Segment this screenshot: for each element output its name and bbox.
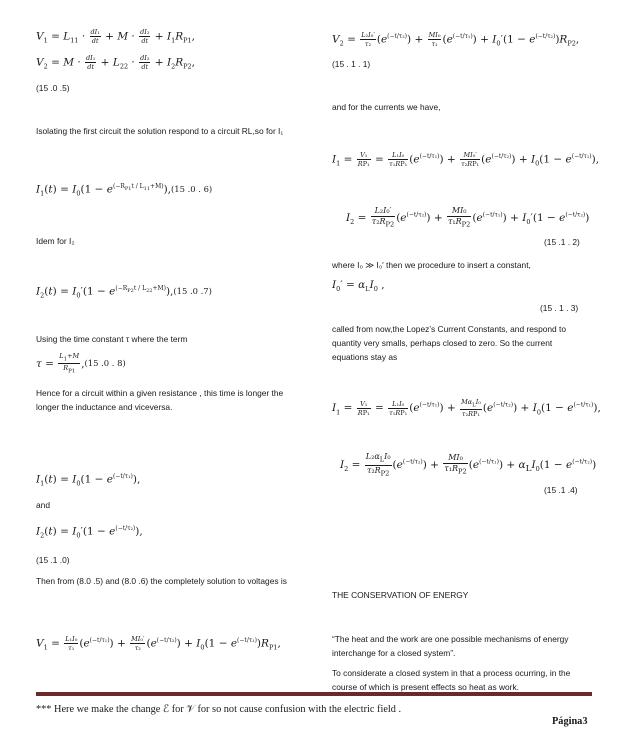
label-15-0-6: (15 .0 . 6)	[171, 183, 213, 194]
equation-i1-alpha: $I_1$ = $\frac{\text{V₁}}{\text{RP₁}}$ = $\frac{\text{L₁I₀}}{\text{τ₁RP₁}}$ $(e^{(-t/\tau_1)})$ + $\frac{M\alpha_LI_0}{\text{τ₂RP₁}}$ $(e^{(-t/\tau_2)}) + I_0(1 - e^{(-t/\tau_1)})$,	[332, 398, 601, 419]
paragraph-called: called from now,the Lopez’s Current Constants, and respond to quantity very smalls, perhaps closed to zero. So the current equations stay as	[332, 324, 567, 362]
equation-i1: $I_1(t) = I_0(1 - e^{(-R_{P1}t / L_{11}+M)}),(15$ .0 . 6)	[36, 183, 213, 198]
footer-rule	[36, 692, 592, 696]
equation-v2: $V_2 = M$ · $\frac{\text{dI₁}}{dt}$ + $L_{22}$ · $\frac{\text{dI₂}}{dt}$ + $I_2R_{P2}$,	[36, 54, 195, 71]
page-number: Página3	[552, 716, 588, 727]
label-15-0-8: (15 .0 . 8)	[84, 357, 126, 368]
paragraph-time-constant: Using the time constant τ where the term	[36, 334, 188, 344]
footnote: *** Here we make the change ℰ for 𝒱 for so not cause confusion with the electric field .	[36, 704, 402, 715]
label-15-1-1: (15 . 1 . 1)	[332, 59, 371, 69]
equation-constant: $I_0' = \alpha_LI_0$ ,	[332, 279, 385, 294]
equation-i1-full: $I_1$ = $\frac{\text{V₁}}{\text{RP₁}}$ = $\frac{\text{L₁I₀}}{\text{τ₁RP₁}}$ $(e^{(-t/\tau_1)})$ + $\frac{\text{MI₀′}}{\text{τ₂RP₁}}$ $(e^{(-t/\tau_2)}) + I_0(1 - e^{(-t/\tau_1)})$,	[332, 151, 600, 168]
text-idem: Idem for I₂	[36, 236, 75, 246]
quote-text: “The heat and the work are one possible mechanisms of energy interchange for a closed system”.	[332, 634, 569, 658]
label-15-0-7: (15 .0 .7)	[173, 285, 212, 296]
label-15-0-5: (15 .0 .5)	[36, 83, 70, 93]
equation-i1-tau: $I_1(t) = I_0(1 - e^{(-t/\tau_1)})$,	[36, 473, 141, 488]
paragraph-currents: and for the currents we have,	[332, 102, 441, 112]
paragraph-consider: To considerate a closed system in that a process ocurring, in the course of which is present effects so heat as work.	[332, 668, 571, 692]
section-heading: THE CONSERVATION OF ENERGY	[332, 590, 469, 600]
text-and: and	[36, 500, 50, 510]
equation-i2-alpha: $I_2$ = $\frac{L_2\alpha_LI_0}{\tau_2R_{P2}}$ $(e^{(-t/\tau_2)})$ + $\frac{\text{MI₀}}{\tau_1R_{P2}}$ $(e^{(-t/\tau_1)}) + \alpha_LI_0(1 - e^{(-t/\tau_2)})$	[340, 452, 597, 478]
label-15-1-3: (15 . 1 . 3)	[540, 303, 579, 313]
equation-v1: $V_1 = L_{11}$ · $\frac{\text{dI₁}}{dt}$ + M · $\frac{\text{dI₂}}{dt}$ + $I_1R_{P1}$,	[36, 28, 195, 45]
equation-i2: $I_2(t) = I_0'(1 - e^{(-R_{P2}t / L_{22}+M)}),(15$ .0 .7)	[36, 285, 212, 300]
equation-tau: τ = $\frac{L_1+M}{R_{P1}}$ ,(15 .0 . 8)	[36, 352, 126, 375]
paragraph-hence: Hence for a circuit within a given resistance , this time is longer the longer the inductance and viceversa.	[36, 388, 284, 412]
paragraph-isolating: Isolating the first circuit the solution respond to a circuit RL,so for I₁	[36, 126, 284, 136]
equation-v1-full: $V_1$ = $\frac{\text{L₁I₀}}{\text{τ₁}}$ $(e^{(-t/\tau_1)})$ + $\frac{\text{MI₀′}}{\text{τ₂}}$ $(e^{(-t/\tau_2)}) + I_0(1 - e^{(-t/\tau_1)})R_{P1}$,	[36, 635, 281, 652]
label-15-1-2: (15 .1 . 2)	[544, 237, 580, 247]
label-15-1-0: (15 .1 .0)	[36, 555, 70, 565]
equation-i2-tau: $I_2(t) = I_0'(1 - e^{(-t/\tau_2)})$,	[36, 525, 143, 540]
equation-i2-full: $I_2$ = $\frac{\text{L₂I₀′}}{\tau_2R_{P2}}$ $(e^{(-t/\tau_2)})$ + $\frac{\text{MI₀}}{\tau_1R_{P2}}$ $(e^{(-t/\tau_1)}) + I_0'(1 - e^{(-t/\tau_2)})$	[346, 206, 590, 229]
label-15-1-4: (15 .1 .4)	[544, 485, 578, 495]
equation-v2-full: $V_2$ = $\frac{\text{L₂I₀′}}{\text{τ₂}}$ $(e^{(-t/\tau_2)})$ + $\frac{\text{MI₀}}{\text{τ₁}}$ $(e^{(-t/\tau_1)}) + I_0'(1 - e^{(-t/\tau_2)})R_{P2}$,	[332, 31, 580, 48]
paragraph-then: Then from (8.0 .5) and (8.0 .6) the completely solution to voltages is	[36, 576, 287, 586]
paragraph-where: where I₀ ≫ I₀′ then we procedure to insert a constant,	[332, 260, 531, 270]
